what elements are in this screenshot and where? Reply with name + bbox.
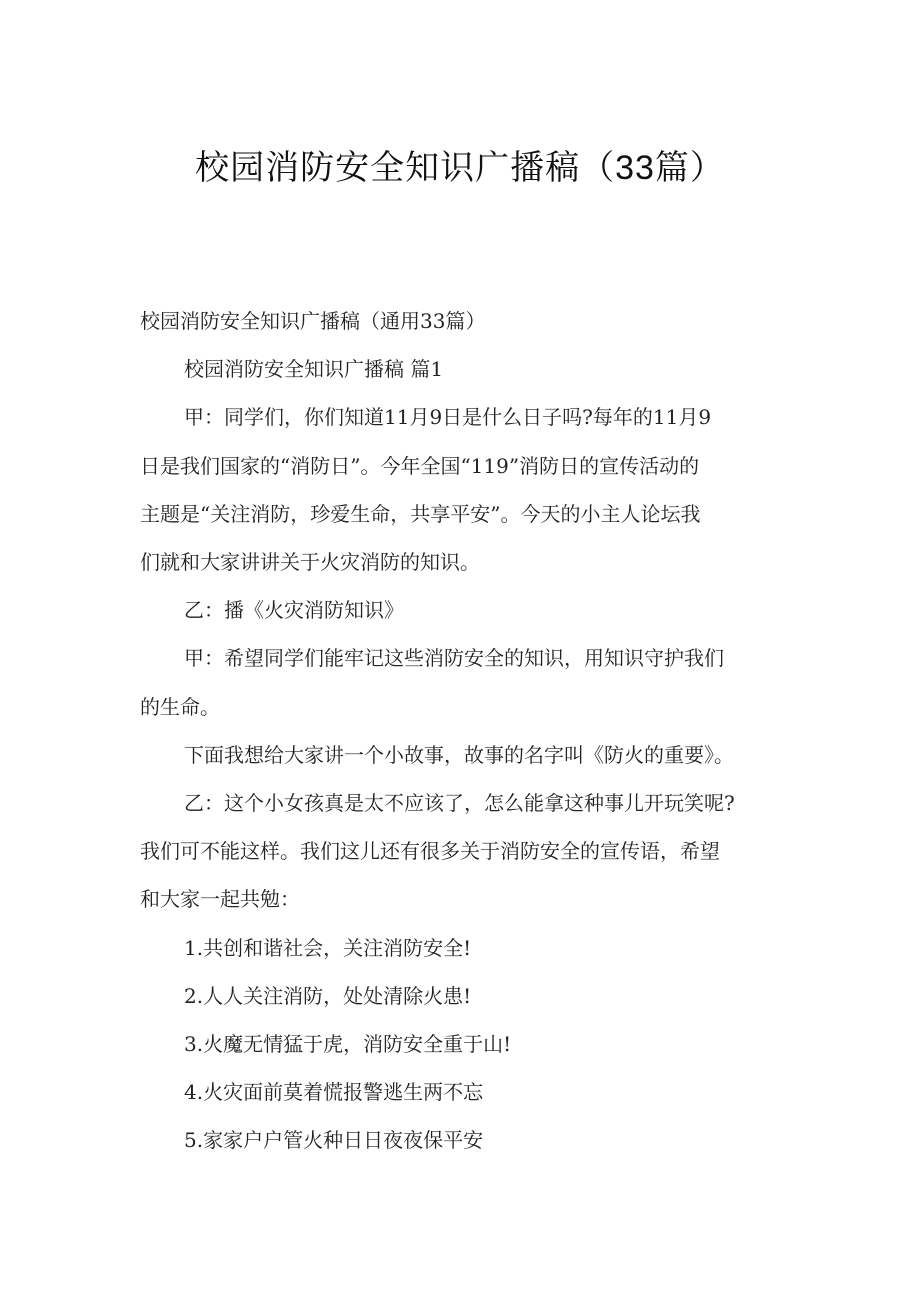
slogan-item: 3.火魔无情猛于虎，消防安全重于山! <box>184 1032 512 1057</box>
slogan-item: 4.火灾面前莫着慌报警逃生两不忘 <box>184 1080 484 1105</box>
paragraph-line: 的生命。 <box>140 694 220 719</box>
paragraph-5 <box>140 779 790 924</box>
paragraph-line: 乙：这个小女孩真是太不应该了，怎么能拿这种事儿开玩笑呢? <box>184 791 735 816</box>
paragraph-3 <box>140 634 790 730</box>
paragraph-line: 日是我们国家的“消防日”。今年全国“119”消防日的宣传活动的 <box>140 453 700 478</box>
slogan-item: 5.家家户户管火种日日夜夜保平安 <box>184 1128 484 1153</box>
paragraph-line: 下面我想给大家讲一个小故事，故事的名字叫《防火的重要》。 <box>184 742 734 767</box>
paragraph-line: 我们可不能这样。我们这儿还有很多关于消防安全的宣传语，希望 <box>140 839 720 864</box>
paragraph-line: 主题是“关注消防，珍爱生命，共享平安”。今天的小主人论坛我 <box>140 501 701 526</box>
paragraph-line: 和大家一起共勉： <box>140 887 300 912</box>
paragraph-line: 甲：希望同学们能牢记这些消防安全的知识，用知识守护我们 <box>184 646 724 671</box>
document-body <box>140 297 790 1165</box>
paragraph-4 <box>140 731 790 779</box>
paragraph-1 <box>140 393 790 586</box>
section-heading: 校园消防安全知识广播稿 篇1 <box>184 357 444 382</box>
document-subtitle: 校园消防安全知识广播稿（通用33篇） <box>140 309 486 333</box>
paragraph-2 <box>140 586 790 634</box>
document-title: 校园消防安全知识广播稿（33篇） <box>195 149 725 187</box>
slogan-list <box>140 924 790 1165</box>
paragraph-line: 们就和大家讲讲关于火灾消防的知识。 <box>140 550 480 575</box>
slogan-item: 2.人人关注消防，处处清除火患! <box>184 983 472 1008</box>
paragraph-line: 乙：播《火灾消防知识》 <box>184 598 404 623</box>
paragraph-line: 甲：同学们，你们知道11月9日是什么日子吗?每年的11月9 <box>184 405 712 430</box>
slogan-item: 1.共创和谐社会，关注消防安全! <box>184 935 472 960</box>
